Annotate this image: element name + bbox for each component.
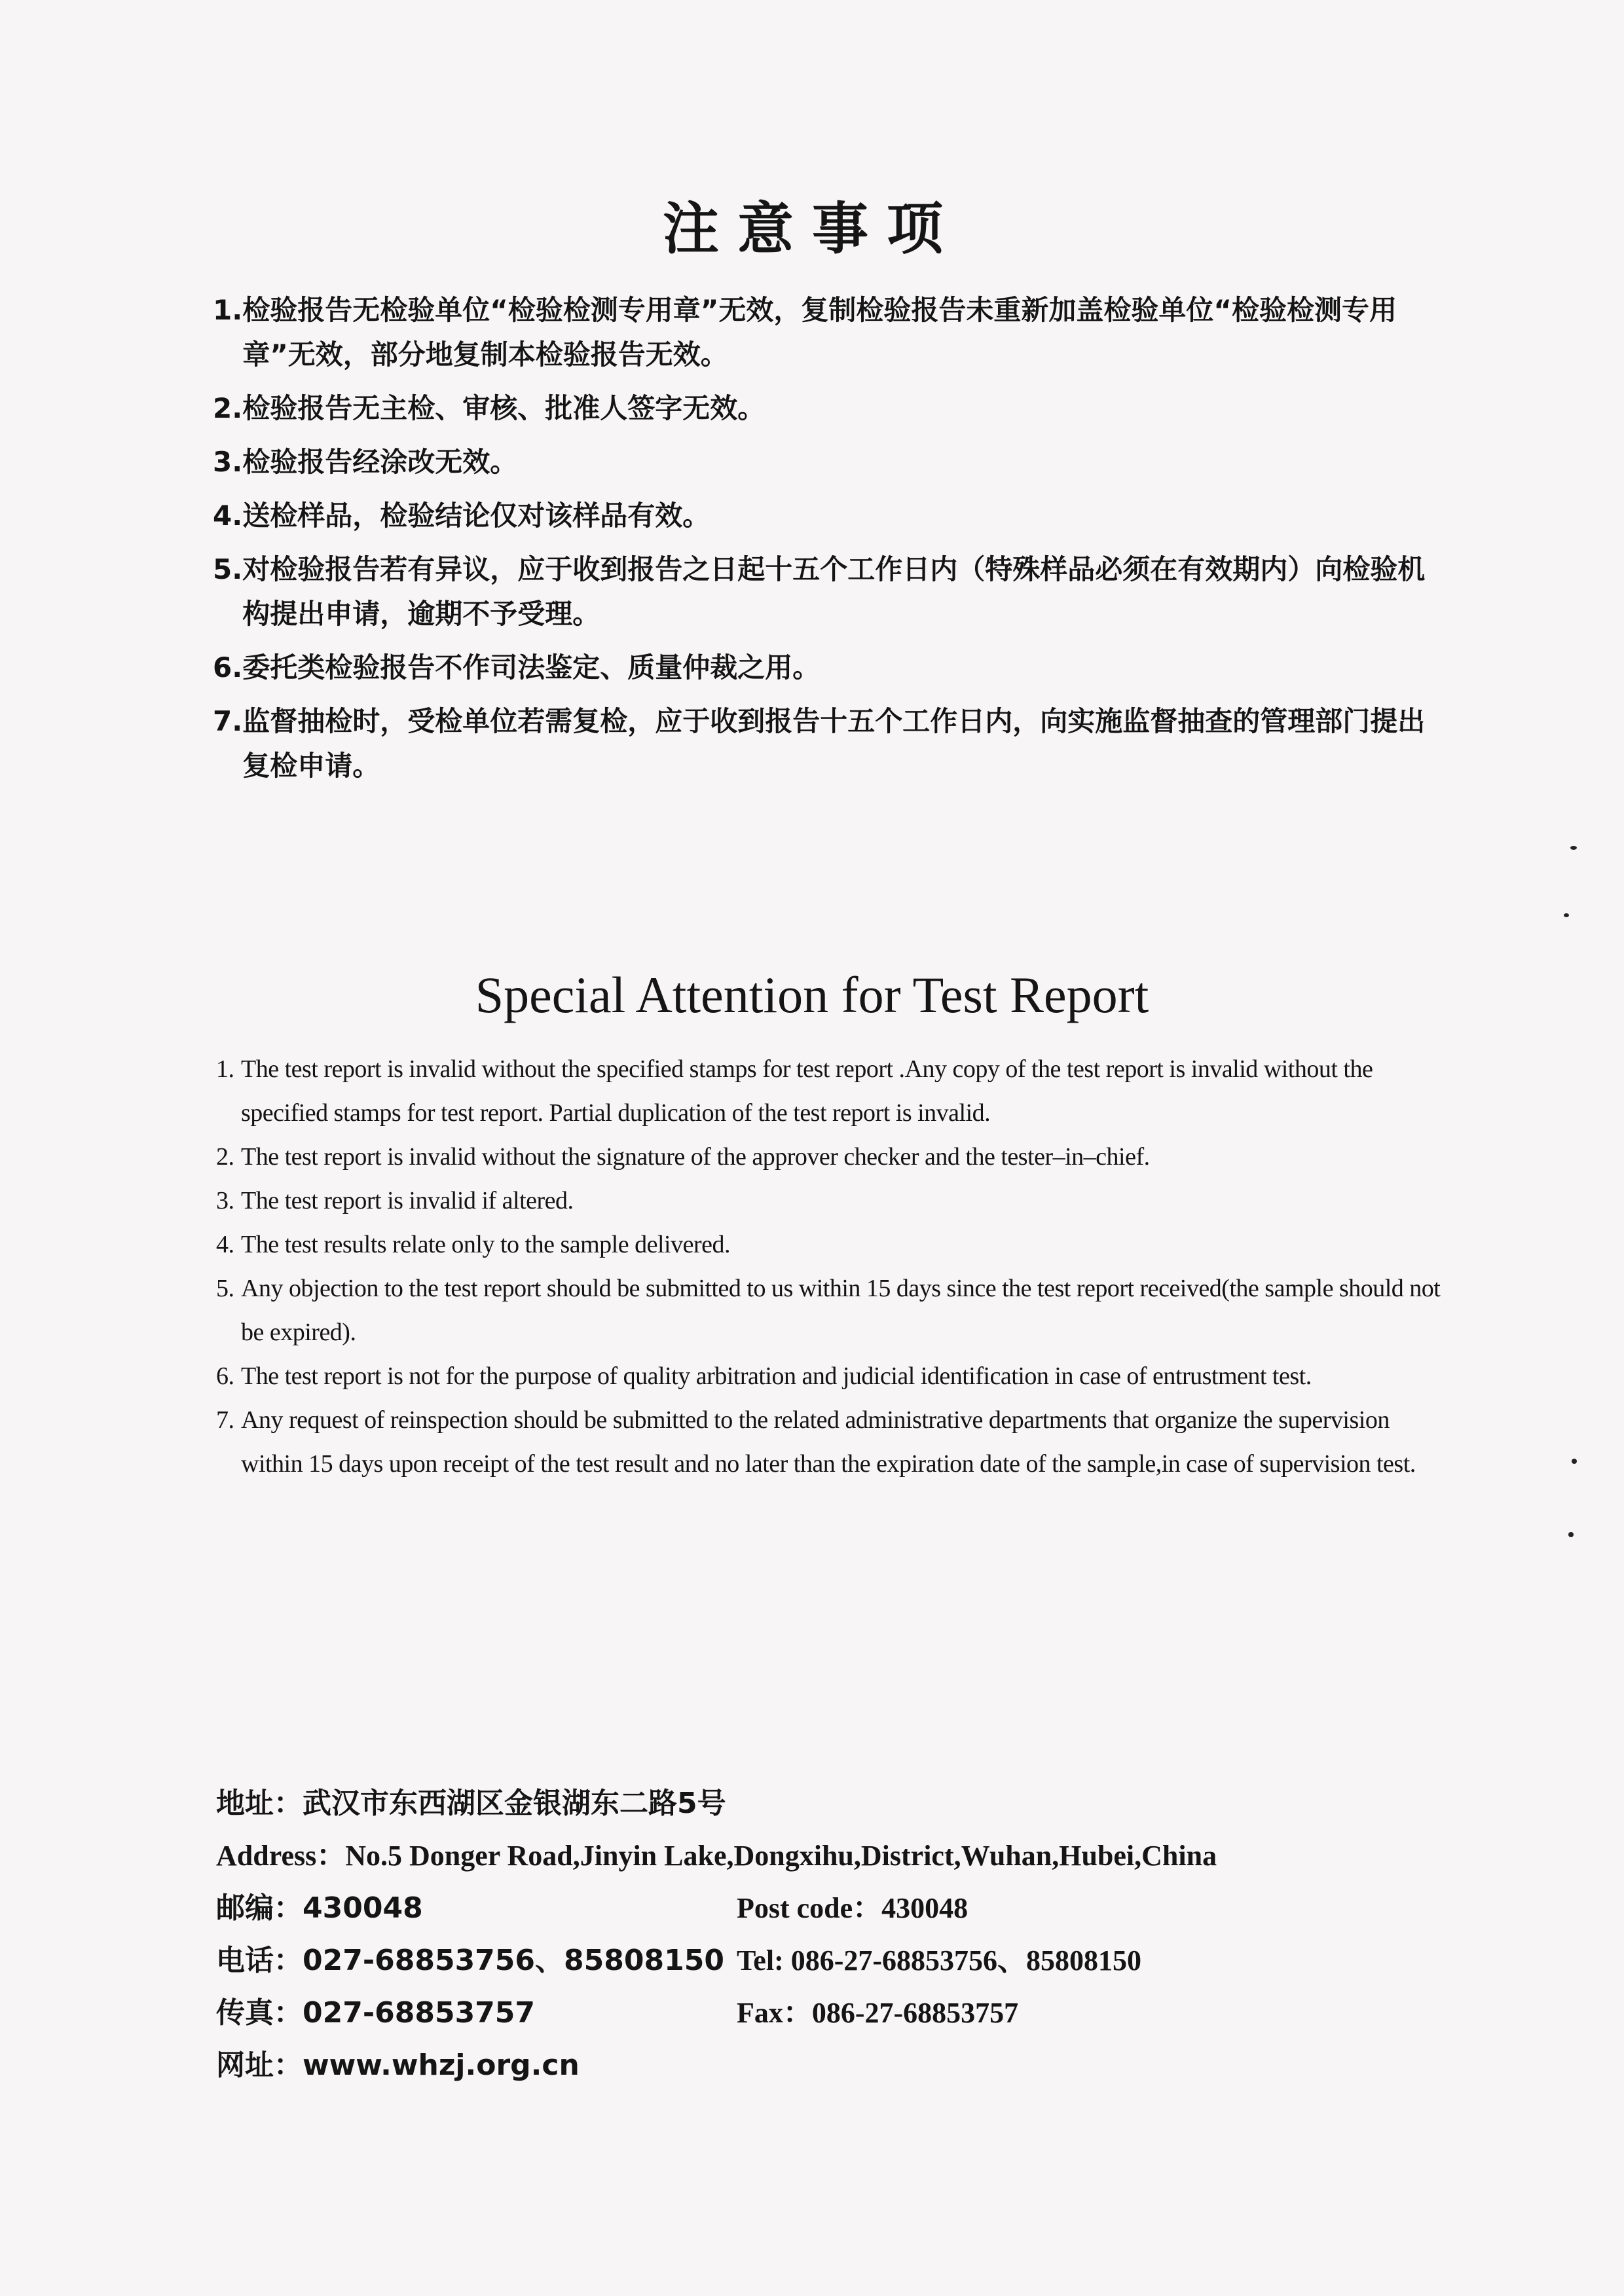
scan-speck	[1564, 913, 1569, 917]
phone-en: Tel: 086-27-68853756、85808150	[737, 1944, 1142, 1977]
notice-item-cn	[213, 646, 1444, 690]
notice-number: 3.	[213, 446, 243, 478]
notice-item-cn	[213, 288, 1444, 377]
notice-item-en	[216, 1223, 1447, 1267]
notice-text: The test results relate only to the sample delivered.	[241, 1231, 730, 1258]
notice-number: 6.	[216, 1362, 234, 1390]
website: 网址：www.whzj.org.cn	[216, 2049, 580, 2082]
notice-item-cn	[213, 699, 1444, 788]
notice-number: 2.	[216, 1143, 234, 1171]
notice-text: The test report is invalid without the specified stamps for test report .Any copy of the test report is invalid without the specified stamps for test report. Partial duplication of the test report is invalid.	[241, 1055, 1373, 1127]
fax-en: Fax：086-27-68853757	[737, 1997, 1019, 2029]
notice-item-cn	[213, 547, 1444, 636]
notice-item-cn	[213, 386, 1444, 431]
notice-text: The test report is invalid without the signature of the approver checker and the tester–in–chief.	[241, 1143, 1150, 1171]
notice-item-cn	[213, 440, 1444, 484]
notice-number: 6.	[213, 651, 243, 683]
notice-number: 4.	[213, 500, 243, 532]
notice-text: Any request of reinspection should be submitted to the related administrative departments that organize the supervision within 15 days upon receipt of the test result and no later than the expiration date of the sample,in case of supervision test.	[241, 1406, 1416, 1478]
notice-list-en	[216, 1048, 1447, 1486]
address-en: Address：No.5 Donger Road,Jinyin Lake,Dongxihu,District,Wuhan,Hubei,China	[216, 1840, 1217, 1872]
notice-item-en	[216, 1355, 1447, 1398]
notice-item-en	[216, 1048, 1447, 1135]
notice-number: 1.	[216, 1055, 234, 1083]
notice-text: 对检验报告若有异议，应于收到报告之日起十五个工作日内（特殊样品必须在有效期内）向检验机构提出申请，逾期不予受理。	[242, 553, 1426, 630]
notice-text: 委托类检验报告不作司法鉴定、质量仲裁之用。	[242, 651, 821, 683]
postcode-en: Post code：430048	[737, 1892, 969, 1924]
scan-speck	[1572, 1459, 1577, 1464]
notice-number: 5.	[216, 1275, 234, 1302]
notice-text: 检验报告经涂改无效。	[242, 446, 518, 478]
notice-title-en: Special Attention for Test Report	[475, 966, 1149, 1023]
notice-text: The test report is invalid if altered.	[241, 1187, 574, 1214]
notice-text: 送检样品，检验结论仅对该样品有效。	[242, 500, 710, 532]
notice-text: 检验报告无检验单位“检验检测专用章”无效，复制检验报告未重新加盖检验单位“检验检测专用章”无效，部分地复制本检验报告无效。	[242, 294, 1397, 371]
phone-row	[216, 1935, 1460, 1987]
fax-row	[216, 1987, 1460, 2039]
notice-number: 5.	[213, 553, 243, 585]
notice-text: Any objection to the test report should be submitted to us within 15 days since the test report received(the sample should not be expired).	[241, 1275, 1441, 1346]
phone-cn: 电话：027-68853756、85808150	[216, 1944, 724, 1977]
notice-number: 7.	[216, 1406, 234, 1434]
notice-title-cn: 注意事项	[663, 196, 961, 262]
scan-speck	[1570, 846, 1577, 850]
scan-speck	[1568, 1532, 1574, 1537]
notice-number: 3.	[216, 1187, 234, 1214]
notice-number: 4.	[216, 1231, 234, 1258]
notice-item-cn	[213, 494, 1444, 538]
notice-item-en	[216, 1267, 1447, 1355]
notice-number: 7.	[213, 705, 243, 737]
notice-text: The test report is not for the purpose of quality arbitration and judicial identification in case of entrustment test.	[241, 1362, 1312, 1390]
notice-text: 检验报告无主检、审核、批准人签字无效。	[242, 392, 766, 424]
notice-item-en	[216, 1398, 1447, 1486]
fax-cn: 传真：027-68853757	[216, 1996, 536, 2030]
notice-item-en	[216, 1179, 1447, 1223]
contact-info	[216, 1777, 1460, 2092]
notice-item-en	[216, 1135, 1447, 1179]
postcode-row	[216, 1882, 1460, 1935]
notice-number: 2.	[213, 392, 243, 424]
postcode-cn: 邮编：430048	[216, 1891, 423, 1925]
notice-text: 监督抽检时，受检单位若需复检，应于收到报告十五个工作日内，向实施监督抽查的管理部门提出复检申请。	[242, 705, 1426, 782]
notice-number: 1.	[213, 294, 243, 326]
address-cn: 地址：武汉市东西湖区金银湖东二路5号	[216, 1787, 726, 1820]
notice-list-cn	[213, 288, 1444, 797]
